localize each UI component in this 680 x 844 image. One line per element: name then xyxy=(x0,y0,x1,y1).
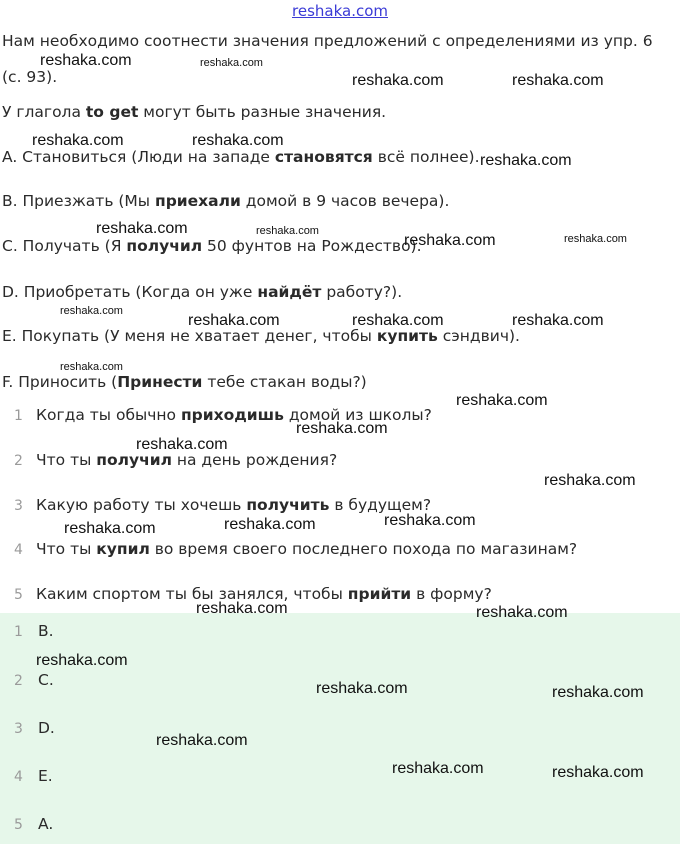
watermark: reshaka.com xyxy=(564,233,627,245)
lead-sentence: У глагола to get могут быть разные значения. xyxy=(2,103,387,121)
watermark: reshaka.com xyxy=(60,361,123,373)
meaning-a: A. Становиться (Люди на западе становятся всё полнее). xyxy=(2,148,480,166)
watermark: reshaka.com xyxy=(192,132,284,149)
watermark: reshaka.com xyxy=(32,132,124,149)
question-number: 2 xyxy=(14,453,23,469)
watermark: reshaka.com xyxy=(40,52,132,69)
answer-5 xyxy=(14,815,53,833)
answer-number: 3 xyxy=(14,721,23,737)
answer-value: B. xyxy=(38,622,54,640)
answer-value: C. xyxy=(38,671,54,689)
watermark: reshaka.com xyxy=(512,312,604,329)
answer-value: D. xyxy=(38,719,55,737)
answer-panel xyxy=(0,613,680,844)
answer-3 xyxy=(14,719,55,737)
meaning-d: D. Приобретать (Когда он уже найдёт работу?). xyxy=(2,283,403,301)
watermark: reshaka.com xyxy=(512,72,604,89)
watermark: reshaka.com xyxy=(224,516,316,533)
watermark: reshaka.com xyxy=(256,225,319,237)
watermark: reshaka.com xyxy=(352,312,444,329)
watermark: reshaka.com xyxy=(296,420,388,437)
watermark: reshaka.com xyxy=(96,220,188,237)
intro-line-1: Нам необходимо соотнести значения предложений с определениями из упр. 6 xyxy=(2,32,653,50)
site-header[interactable]: reshaka.com xyxy=(292,2,388,20)
watermark: reshaka.com xyxy=(552,764,644,781)
question-2: 2 Что ты получил на день рождения? xyxy=(14,451,338,469)
question-3: 3 Какую работу ты хочешь получить в будущем? xyxy=(14,496,432,514)
watermark: reshaka.com xyxy=(352,72,444,89)
question-number: 4 xyxy=(14,542,23,558)
watermark: reshaka.com xyxy=(196,600,288,617)
watermark: reshaka.com xyxy=(384,512,476,529)
answer-value: A. xyxy=(38,815,54,833)
answer-number: 5 xyxy=(14,817,23,833)
watermark: reshaka.com xyxy=(136,436,228,453)
question-number: 1 xyxy=(14,408,23,424)
question-4: 4 Что ты купил во время своего последнего похода по магазинам? xyxy=(14,540,578,558)
watermark: reshaka.com xyxy=(64,520,156,537)
answer-value: E. xyxy=(38,767,53,785)
watermark: reshaka.com xyxy=(156,732,248,749)
question-number: 5 xyxy=(14,587,23,603)
watermark: reshaka.com xyxy=(480,152,572,169)
answer-number: 4 xyxy=(14,769,23,785)
question-number: 3 xyxy=(14,498,23,514)
watermark: reshaka.com xyxy=(476,604,568,621)
answer-4 xyxy=(14,767,53,785)
answer-2 xyxy=(14,671,54,689)
question-5: 5 Каким спортом ты бы занялся, чтобы прийти в форму? xyxy=(14,585,492,603)
question-1: 1 Когда ты обычно приходишь домой из школы? xyxy=(14,406,432,424)
meaning-c: C. Получать (Я получил 50 фунтов на Рождество). xyxy=(2,237,422,255)
watermark: reshaka.com xyxy=(60,305,123,317)
answer-number: 1 xyxy=(14,624,23,640)
meaning-e: E. Покупать (У меня не хватает денег, чтобы купить сэндвич). xyxy=(2,327,520,345)
meaning-b: B. Приезжать (Мы приехали домой в 9 часов вечера). xyxy=(2,192,450,210)
watermark: reshaka.com xyxy=(392,760,484,777)
watermark: reshaka.com xyxy=(200,57,263,69)
answer-1 xyxy=(14,622,54,640)
watermark: reshaka.com xyxy=(316,680,408,697)
watermark: reshaka.com xyxy=(552,684,644,701)
watermark: reshaka.com xyxy=(36,652,128,669)
watermark: reshaka.com xyxy=(404,232,496,249)
watermark: reshaka.com xyxy=(544,472,636,489)
watermark: reshaka.com xyxy=(188,312,280,329)
answer-number: 2 xyxy=(14,673,23,689)
intro-line-2: (с. 93). xyxy=(2,68,58,86)
watermark: reshaka.com xyxy=(456,392,548,409)
meaning-f: F. Приносить (Принести тебе стакан воды?) xyxy=(2,373,367,391)
